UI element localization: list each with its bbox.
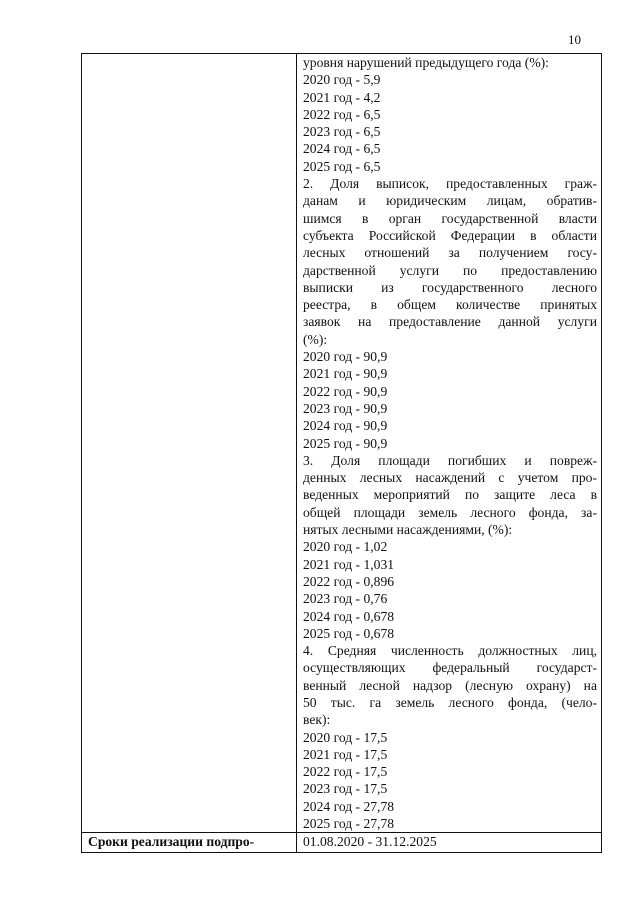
year-value: 2021 год - 4,2 [303,89,381,105]
indicator-text-line: реестра, в общем количестве принятых [303,297,597,313]
indicator-text-line: век): [303,712,331,728]
text-line: уровня нарушений предыдущего года (%): [303,55,549,70]
label-cell [82,833,297,852]
indicator-text-line: выписки из государственного лесного [303,279,597,295]
passport-table [81,53,602,853]
indicator-text-line: 2. Доля выписок, предоставленных граж- [303,176,597,192]
indicator-text-line: осуществляющих федеральный государст- [303,660,597,676]
year-value: 2023 год - 6,5 [303,124,381,140]
page-number: 10 [568,32,581,47]
row-label: Сроки реализации подпро- [88,834,255,850]
year-value: 2023 год - 0,76 [303,591,388,607]
year-value: 2022 год - 90,9 [303,383,388,399]
year-value: 2021 год - 17,5 [303,746,388,762]
year-value: 2025 год - 27,78 [303,816,395,832]
value-cell-indicators [297,54,602,833]
value-cell [297,833,602,852]
year-value: 2025 год - 90,9 [303,435,388,451]
indicator-text-line: нятых лесными насаждениями, (%): [303,522,513,538]
indicator-text-line: веденных мероприятий по защите леса в [303,487,597,503]
year-value: 2025 год - 6,5 [303,158,381,174]
year-value: 2021 год - 1,031 [303,556,395,572]
indicator-text-line: данам и юридическим лицам, обратив- [303,193,597,209]
year-value: 2022 год - 17,5 [303,764,388,780]
indicator-text-line: 3. Доля площади погибших и повреж- [303,452,597,468]
indicator-text-line: 50 тыс. га земель лесного фонда, (чело- [303,694,597,710]
year-value: 2023 год - 90,9 [303,400,388,416]
year-value: 2020 год - 17,5 [303,729,388,745]
table-row [82,833,602,852]
year-value: 2022 год - 0,896 [303,573,395,589]
year-value: 2020 год - 1,02 [303,539,388,555]
year-value: 2020 год - 90,9 [303,349,388,365]
year-value: 2024 год - 0,678 [303,608,395,624]
year-value: 2022 год - 6,5 [303,106,381,122]
year-value: 2020 год - 5,9 [303,72,381,88]
indicator-text-line: дарственной услуги по предоставлению [303,262,597,278]
indicator-text-line: шимся в орган государственной власти [303,210,597,226]
year-value: 2024 год - 90,9 [303,418,388,434]
year-value: 2025 год - 0,678 [303,625,395,641]
year-value: 2024 год - 6,5 [303,141,381,157]
indicator-text-line: заявок на предоставление данной услуги [303,314,597,330]
table-row [82,54,602,833]
indicator-text-line: субъекта Российской Федерации в области [303,227,597,243]
year-value: 2023 год - 17,5 [303,781,388,797]
indicator-text-line: венный лесной надзор (лесную охрану) на [303,677,597,693]
year-value: 2021 год - 90,9 [303,366,388,382]
indicator-text-line: (%): [303,331,328,347]
indicator-text-line: лесных отношений за получением госу- [303,245,597,261]
row-value: 01.08.2020 - 31.12.2025 [303,834,437,850]
year-value: 2024 год - 27,78 [303,798,395,814]
indicator-text-line: денных лесных насаждений с учетом про- [303,470,597,486]
indicator-text-line: 4. Средняя численность должностных лиц, [303,643,597,659]
indicator-text-line: общей площади земель лесного фонда, за- [303,504,597,520]
label-cell-empty [82,54,297,833]
